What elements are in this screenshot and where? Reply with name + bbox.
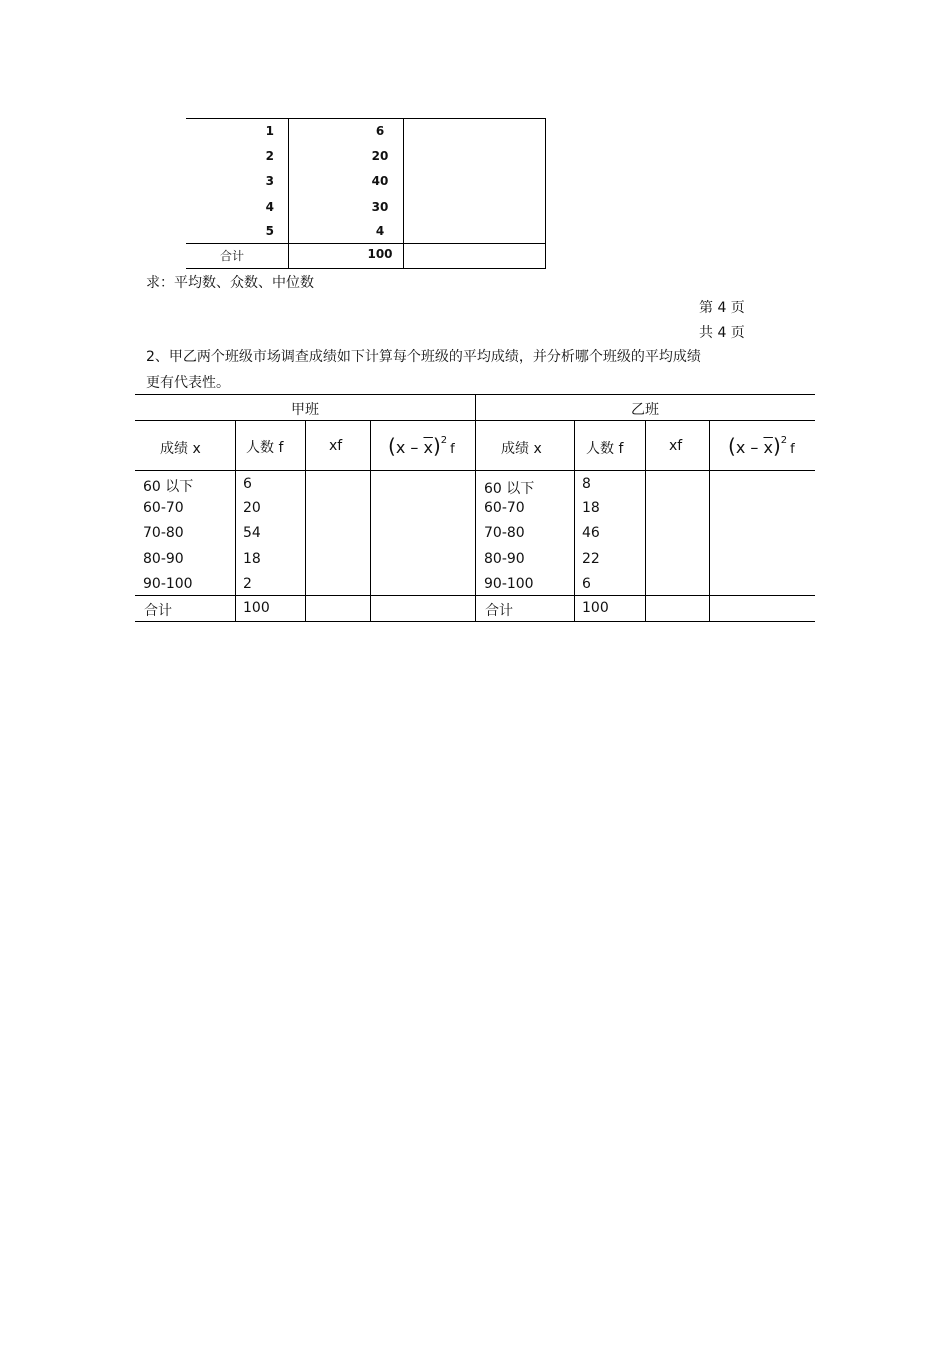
table-cell-score: 60 以下 bbox=[484, 481, 535, 497]
table-rule bbox=[645, 420, 646, 622]
table-cell-group: 3 bbox=[265, 174, 274, 188]
table-cell-count: 2 bbox=[243, 576, 252, 592]
table-cell-count: 40 bbox=[371, 174, 389, 188]
table-cell-score: 60 以下 bbox=[143, 479, 194, 495]
table-cell-count: 54 bbox=[243, 525, 261, 541]
column-header-count: 人数 f bbox=[246, 440, 284, 456]
table-cell-count: 18 bbox=[582, 500, 600, 516]
table-cell-count: 20 bbox=[371, 149, 389, 163]
table-total-value: 100 bbox=[243, 600, 270, 616]
column-header-score: 成绩 x bbox=[501, 441, 542, 457]
class-b-header: 乙班 bbox=[631, 402, 659, 418]
table-cell-score: 80-90 bbox=[484, 551, 525, 567]
table-cell-score: 70-80 bbox=[143, 525, 184, 541]
table-cell-score: 70-80 bbox=[484, 525, 525, 541]
table-rule bbox=[186, 118, 546, 119]
table-total-value: 100 bbox=[367, 247, 393, 261]
table-rule bbox=[235, 420, 236, 622]
table-rule bbox=[545, 118, 546, 269]
table-cell-score: 60-70 bbox=[143, 500, 184, 516]
table-cell-count: 30 bbox=[371, 200, 389, 214]
table-cell-group: 1 bbox=[265, 124, 274, 138]
column-header-variance-formula: $(x - \overline{x})^2f$ bbox=[728, 434, 795, 458]
column-header-score: 成绩 x bbox=[160, 441, 201, 457]
question-1-text: 求：平均数、众数、中位数 bbox=[146, 275, 314, 291]
page-number: 第 4 页 bbox=[699, 300, 745, 316]
table-total-value: 100 bbox=[582, 600, 609, 616]
table-cell-group: 5 bbox=[265, 224, 274, 238]
table-cell-score: 80-90 bbox=[143, 551, 184, 567]
question-2-line-1: 2、甲乙两个班级市场调查成绩如下计算每个班级的平均成绩，并分析哪个班级的平均成绩 bbox=[146, 349, 701, 365]
table-rule bbox=[370, 420, 371, 622]
table-cell-count: 22 bbox=[582, 551, 600, 567]
question-2-line-2: 更有代表性。 bbox=[146, 375, 230, 391]
column-header-variance-formula: $(x - \overline{x})^2f$ bbox=[388, 434, 455, 458]
table-rule bbox=[475, 394, 476, 622]
column-header-count: 人数 f bbox=[586, 441, 624, 457]
column-header-xf: xf bbox=[329, 438, 343, 454]
table-cell-count: 6 bbox=[243, 476, 252, 492]
table-total-label: 合计 bbox=[144, 603, 172, 619]
table-rule bbox=[709, 420, 710, 622]
table-cell-group: 2 bbox=[265, 149, 274, 163]
table-cell-count: 20 bbox=[243, 500, 261, 516]
table-total-label: 合计 bbox=[220, 249, 245, 263]
table-cell-count: 6 bbox=[375, 124, 385, 138]
table-cell-score: 90-100 bbox=[143, 576, 193, 592]
table-cell-count: 8 bbox=[582, 476, 591, 492]
table-rule bbox=[305, 420, 306, 622]
table-cell-count: 18 bbox=[243, 551, 261, 567]
class-a-header: 甲班 bbox=[291, 402, 319, 418]
table-rule bbox=[288, 118, 289, 269]
table-rule bbox=[186, 268, 546, 269]
table-rule bbox=[574, 420, 575, 622]
table-rule bbox=[186, 243, 546, 244]
table-cell-count: 6 bbox=[582, 576, 591, 592]
table-cell-group: 4 bbox=[265, 200, 274, 214]
table-cell-score: 90-100 bbox=[484, 576, 534, 592]
table-total-label: 合计 bbox=[485, 603, 513, 619]
page-total: 共 4 页 bbox=[699, 325, 745, 341]
table-cell-score: 60-70 bbox=[484, 500, 525, 516]
table-cell-count: 4 bbox=[375, 224, 385, 238]
column-header-xf: xf bbox=[669, 438, 683, 454]
table-cell-count: 46 bbox=[582, 525, 600, 541]
